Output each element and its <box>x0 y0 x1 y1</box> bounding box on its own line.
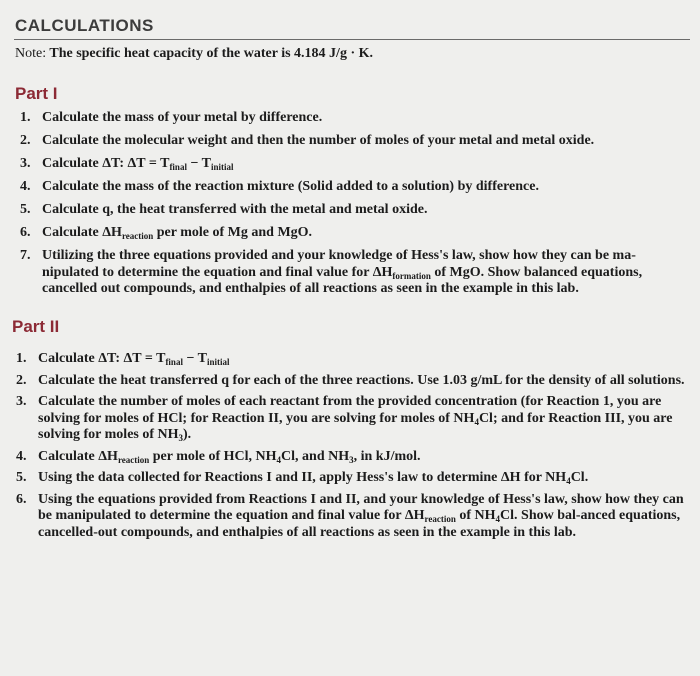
item-text: Using the data collected for Reactions I and II, apply Hess's law to determine ΔH for $NH_4Cl$. <box>38 470 589 486</box>
item-text: Calculate ΔT: $\Delta T = T_{final} - T_{initial}$ <box>38 351 230 367</box>
list-item <box>20 133 675 150</box>
item-number: 2. <box>20 133 31 148</box>
item-text: Calculate the mass of your metal by difference. <box>42 110 323 125</box>
item-text: Calculate the heat transferred q for each of the three reactions. Use 1.03 g/mL for the density of all solutions. <box>38 372 685 388</box>
list-item <box>16 351 692 368</box>
item-text: Calculate ΔT: $\Delta T = T_{final} - T_{initial}$ <box>42 156 234 172</box>
item-text: Utilizing the three equations provided and your knowledge of Hess's law, show how they can be ma-nipulated to determine the equation and final value for $\Delta H_{formation}$ of MgO. Show balanced equations, cancelled out compounds, and enthalpies of all reactions as seen in the example in this lab. <box>42 248 643 296</box>
part-1-title: Part I <box>15 84 58 103</box>
item-number: 1. <box>16 351 27 366</box>
note-text: The specific heat capacity of the water is 4.184 J/g · K. <box>49 46 373 61</box>
list-item <box>20 156 675 173</box>
list-item <box>20 202 675 219</box>
item-number: 6. <box>16 491 27 507</box>
part-1-list <box>20 110 675 298</box>
item-text: Calculate q, the heat transferred with the metal and metal oxide. <box>42 202 428 217</box>
part-2-list <box>16 351 692 541</box>
item-number: 4. <box>20 179 31 194</box>
list-item <box>20 248 675 298</box>
list-item <box>20 179 675 196</box>
item-number: 1. <box>20 110 31 125</box>
item-text: Calculate $\Delta H_{reaction}$ per mole of HCl, $NH_4Cl$, and $NH_3$, in kJ/mol. <box>38 448 421 465</box>
list-item <box>16 492 692 542</box>
item-number: 2. <box>16 372 27 388</box>
item-number: 5. <box>20 202 31 217</box>
part-2-title: Part II <box>12 317 60 336</box>
item-number: 4. <box>16 448 27 464</box>
item-text: Calculate the molecular weight and then the number of moles of your metal and metal oxide. <box>42 133 595 148</box>
list-item <box>16 449 692 466</box>
list-item <box>16 373 692 390</box>
item-text: Calculate the number of moles of each reactant from the provided concentration (for Reaction 1, you are solving for moles of HCl; for Reaction II, you are solving for moles of $NH_4Cl$; and for Reaction III, you are solving for moles of $NH_3$). <box>38 394 673 443</box>
note-label: Note: <box>15 46 47 61</box>
list-item <box>20 225 675 242</box>
item-number: 3. <box>16 394 27 409</box>
item-text: Calculate the mass of the reaction mixture (Solid added to a solution) by difference. <box>42 179 539 194</box>
section-heading: CALCULATIONS <box>15 16 154 35</box>
item-number: 3. <box>20 156 31 171</box>
list-item <box>20 110 675 127</box>
item-number: 7. <box>20 248 31 263</box>
item-text: Using the equations provided from Reactions I and II, and your knowledge of Hess's law, show how they can be manipulated to determine the equation and final value for $\Delta H_{reaction}$ of $NH_4Cl$. Show bal-anced equations, cancelled-out compounds, and enthalpies of all reactions as seen in the example in this lab. <box>38 491 684 540</box>
list-item <box>16 470 692 487</box>
item-number: 5. <box>16 470 27 485</box>
item-text: Calculate $\Delta H_{reaction}$ per mole of Mg and MgO. <box>42 225 313 241</box>
list-item <box>16 394 692 444</box>
heading-rule <box>14 39 690 40</box>
item-number: 6. <box>20 225 31 240</box>
note <box>15 46 373 62</box>
